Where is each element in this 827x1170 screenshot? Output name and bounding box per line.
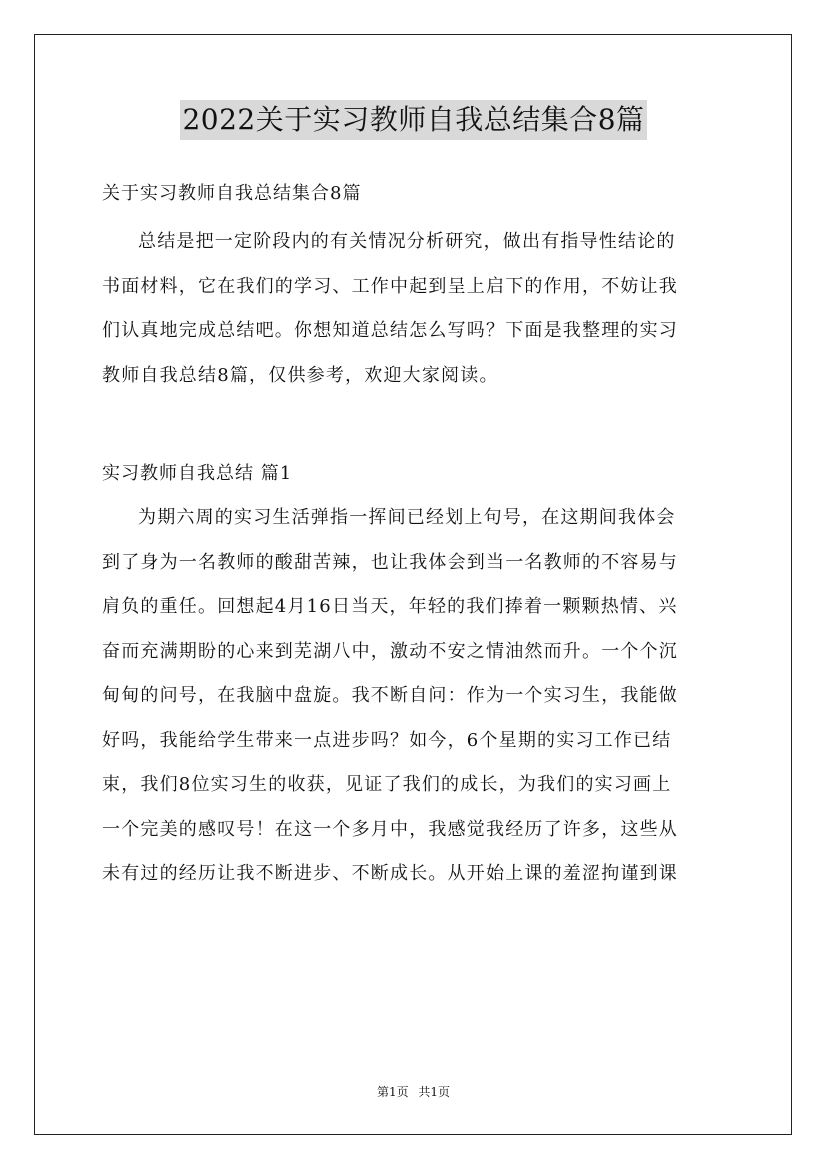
document-subtitle: 关于实习教师自我总结集合8篇 (102, 183, 362, 204)
section-line: 一个完美的感叹号！在这一个多月中，我感觉我经历了许多，这些从 (102, 818, 678, 840)
intro-line: 总结是把一定阶段内的有关情况分析研究，做出有指导性结论的 (138, 231, 676, 252)
intro-line: 书面材料，它在我们的学习、工作中起到呈上启下的作用，不妨让我 (102, 275, 678, 297)
document-body (102, 176, 726, 897)
intro-line: 们认真地完成总结吧。你想知道总结怎么写吗？下面是我整理的实习 (102, 320, 678, 341)
page-footer (0, 1084, 827, 1100)
section-paragraph (102, 496, 726, 897)
section-heading: 实习教师自我总结 篇1 (102, 463, 293, 484)
section-line: 未有过的经历让我不断进步、不断成长。从开始上课的羞涩拘谨到课 (102, 863, 678, 884)
title-container (0, 100, 827, 140)
section-line: 甸甸的问号，在我脑中盘旋。我不断自问：作为一个实习生，我能做 (102, 685, 678, 706)
section-line: 到了身为一名教师的酸甜苦辣，也让我体会到当一名教师的不容易与 (102, 551, 678, 573)
page-number-total: 共1页 (418, 1085, 451, 1099)
section-line: 好吗，我能给学生带来一点进步吗？如今，6个星期的实习工作已结 (102, 729, 672, 751)
section-line: 奋而充满期盼的心来到芜湖八中，激动不安之情油然而升。一个个沉 (102, 640, 678, 662)
page-number-current: 第1页 (376, 1085, 409, 1099)
document-title: 2022关于实习教师自我总结集合8篇 (180, 100, 646, 140)
section-line: 为期六周的实习生活弹指一挥间已经划上句号，在这期间我体会 (138, 507, 676, 528)
intro-paragraph (102, 220, 726, 398)
section-line: 肩负的重任。回想起4月16日当天，年轻的我们捧着一颗颗热情、兴 (102, 596, 678, 617)
section-line: 束，我们8位实习生的收获，见证了我们的成长，为我们的实习画上 (102, 774, 672, 795)
intro-line: 教师自我总结8篇，仅供参考，欢迎大家阅读。 (102, 364, 499, 386)
